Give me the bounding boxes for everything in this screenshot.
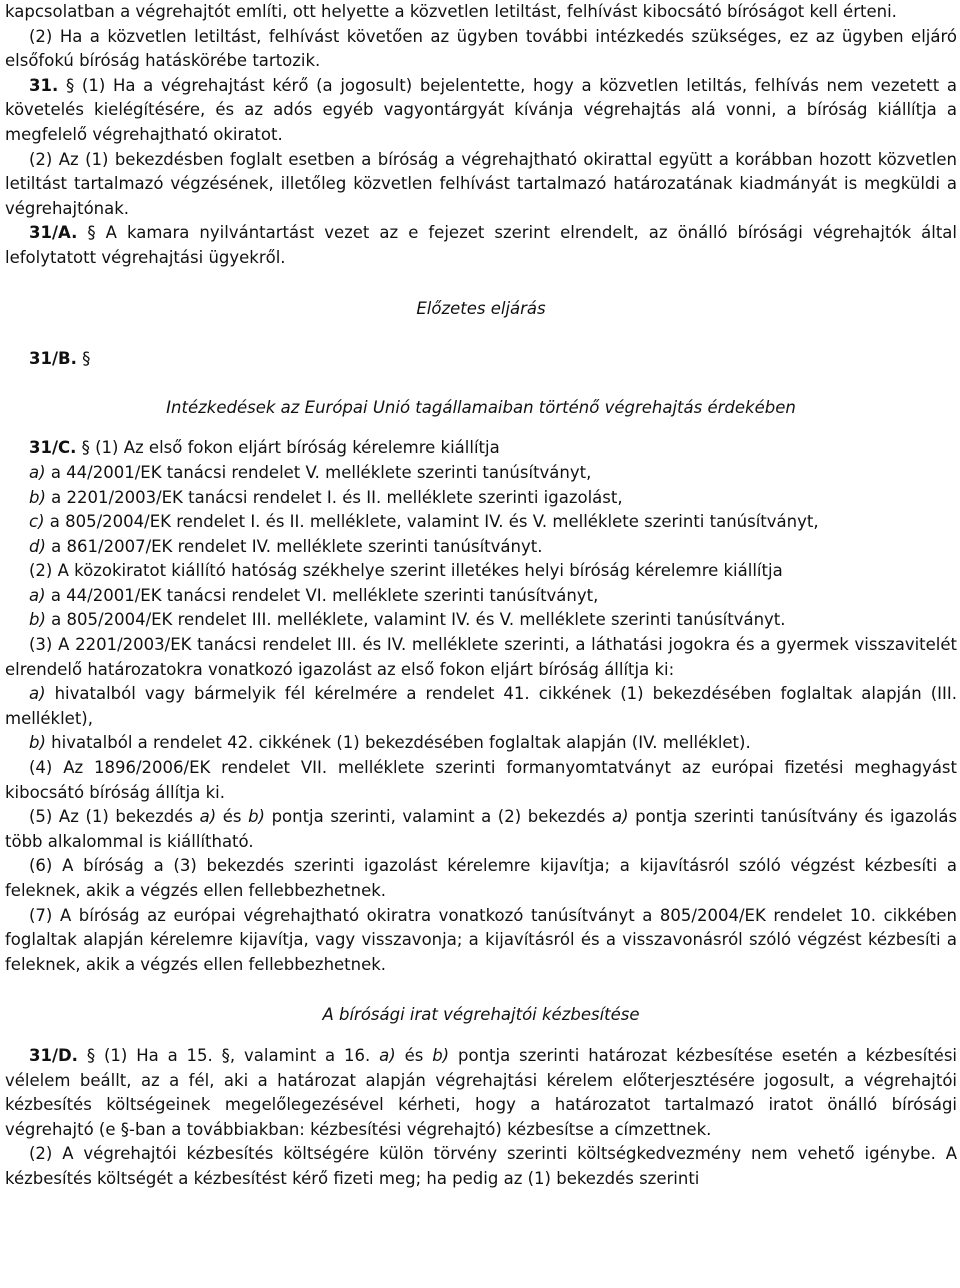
list-item (5, 461, 957, 486)
list-item (5, 584, 957, 609)
text-run: és (404, 1045, 424, 1065)
section-31d-paragraph-1 (5, 1044, 957, 1142)
chapter-heading: Intézkedések az Európai Unió tagállamaiban történő végrehajtás érdekében (166, 397, 796, 417)
point-ref: b) (432, 1045, 450, 1065)
item-label: c) (29, 512, 45, 532)
section-number: 31/A. (29, 223, 78, 243)
section-31b (5, 347, 957, 372)
point-ref: a) (611, 807, 629, 827)
list-item (5, 535, 957, 560)
item-label: d) (29, 536, 46, 556)
paragraph-text: (1) Az első fokon eljárt bíróság kérelemre kiállítja (95, 438, 500, 458)
text-run: pontja szerinti határozat kézbesítése esetén a kézbesítési vélelem beállt, az a fél, aki a határozat alapján végrehajtási kérelem előterjesztésére jogosult, a végrehajtói kézbesítés költségeinek megelőlegezésével kérheti, hogy a határozatot tartalmazó iratot önálló bírósági végrehajtó (e §-ban a továbbiakban: kézbesítési végrehajtó) kézbesítse a címzettnek. (5, 1045, 958, 1139)
section-31c-paragraph-3: (3) A 2201/2003/EK tanácsi rendelet III. és IV. melléklete szerinti, a láthatási jogokra és a gyermek visszavitelét elrendelő határozatokra vonatkozó igazolást az első fokon eljárt bíróság állítja ki: (5, 635, 957, 679)
section-31-paragraph-2: (2) Az (1) bekezdésben foglalt esetben a bíróság a végrehajtható okirattal együtt a korábban hozott közvetlen letiltást tartalmazó végzésének, illetőleg közvetlen felhívást tartalmazó határozatának kiadmányát is megküldi a végrehajtónak. (5, 149, 957, 218)
section-sign: § (87, 223, 96, 243)
paragraph: kapcsolatban a végrehajtót említi, ott helyette a közvetlen letiltást, felhívást kibocsátó bíróságot kell érteni. (5, 2, 897, 21)
item-label: a) (29, 585, 46, 605)
text-run: pontja szerinti, valamint a (2) bekezdés (271, 807, 606, 827)
section-number: 31/D. (29, 1045, 78, 1065)
item-text: hivatalból vagy bármelyik fél kérelmére a rendelet 41. cikkének (1) bekezdésében foglaltak alapján (III. melléklet), (5, 684, 958, 728)
list-item (5, 731, 957, 756)
item-label: b) (29, 487, 46, 507)
item-text: a 44/2001/EK tanácsi rendelet V. melléklete szerinti tanúsítványt, (50, 462, 592, 482)
item-text: a 805/2004/EK rendelet I. és II. melléklete, valamint IV. és V. melléklete szerinti tanúsítványt, (49, 512, 819, 532)
item-text: a 805/2004/EK rendelet III. melléklete, valamint IV. és V. melléklete szerinti tanúsítványt. (51, 610, 786, 630)
paragraph-text: (1) Ha a végrehajtást kérő (a jogosult) bejelentette, hogy a közvetlen letiltás, felhívás nem vezetett a követelés kielégítésére, és az adós egyéb vagyontárgyát kívánja végrehajtás alá vonni, a bíróság kiállítja a megfelelő végrehajtható okiratot. (5, 75, 957, 144)
text-run: (1) Ha a 15. §, valamint a 16. (103, 1045, 371, 1065)
section-31c-paragraph-5 (5, 805, 957, 854)
paragraph: (2) Ha a közvetlen letiltást, felhívást követően az ügyben további intézkedés szükséges, ez az ügyben eljáró elsőfokú bíróság hatáskörébe tartozik. (5, 26, 957, 71)
list-item (5, 486, 957, 511)
section-number: 31. (29, 75, 59, 95)
list-item (5, 682, 957, 731)
item-text: a 861/2007/EK rendelet IV. melléklete szerinti tanúsítványt. (51, 536, 543, 556)
text-run: pontja szerinti tanúsítvány és igazolás több alkalommal is kiállítható. (5, 807, 958, 851)
item-label: b) (29, 733, 46, 753)
paragraph-text: A kamara nyilvántartást vezet az e fejezet szerint elrendelt, az önálló bírósági végrehajtók által lefolytatott végrehajtási ügyekről. (5, 223, 958, 267)
section-31c-paragraph-4: (4) Az 1896/2006/EK rendelet VII. melléklete szerinti formanyomtatványt az európai fizetési meghagyást kibocsátó bíróság állítja ki. (5, 758, 957, 802)
section-sign: § (81, 438, 90, 458)
point-ref: a) (379, 1045, 396, 1065)
item-text: hivatalból a rendelet 42. cikkének (1) bekezdésében foglaltak alapján (IV. melléklet). (51, 733, 751, 753)
point-ref: a) (199, 807, 217, 827)
section-sign: § (82, 349, 91, 369)
section-number: 31/C. (29, 438, 77, 458)
section-31a (5, 221, 957, 270)
chapter-heading: Előzetes eljárás (416, 298, 546, 318)
document-page (5, 0, 957, 1192)
section-31c-paragraph-2: (2) A közokiratot kiállító hatóság székhelye szerint illetékes helyi bíróság kérelemre kiállítja (29, 561, 783, 581)
section-31c-paragraph-1 (5, 436, 957, 461)
section-number: 31/B. (29, 349, 77, 369)
item-label: a) (29, 462, 46, 482)
item-label: b) (29, 610, 46, 630)
section-sign: § (65, 75, 75, 95)
section-31-paragraph-1 (5, 74, 957, 148)
chapter-heading: A bírósági irat végrehajtói kézbesítése (322, 1005, 640, 1025)
section-sign: § (86, 1045, 96, 1065)
item-text: a 44/2001/EK tanácsi rendelet VI. melléklete szerinti tanúsítványt, (50, 585, 599, 605)
item-label: a) (29, 684, 46, 704)
item-text: a 2201/2003/EK tanácsi rendelet I. és II. melléklete szerinti igazolást, (51, 487, 623, 507)
text-run: (5) Az (1) bekezdés (29, 807, 194, 827)
section-31c-paragraph-7: (7) A bíróság az európai végrehajtható okiratra vonatkozó tanúsítványt a 805/2004/EK rendelet 10. cikkében foglaltak alapján kérelemre kijavítja, vagy visszavonja; a kijavításról és a visszavonásról szóló végzést kézbesíti a feleknek, akik a végzés ellen fellebbezhetnek. (5, 905, 957, 974)
section-31d-paragraph-2: (2) A végrehajtói kézbesítés költségére külön törvény szerinti költségkedvezmény nem vehető igénybe. A kézbesítés költségét a kézbesítést kérő fizeti meg; ha pedig az (1) bekezdés szerinti (5, 1144, 957, 1188)
point-ref: b) (248, 807, 265, 827)
text-run: és (222, 807, 242, 827)
section-31c-paragraph-6: (6) A bíróság a (3) bekezdés szerinti igazolást kérelemre kijavítja; a kijavításról szóló végzést kézbesíti a feleknek, akik a végzés ellen fellebbezhetnek. (5, 856, 957, 900)
list-item (5, 608, 957, 633)
list-item (5, 510, 957, 535)
